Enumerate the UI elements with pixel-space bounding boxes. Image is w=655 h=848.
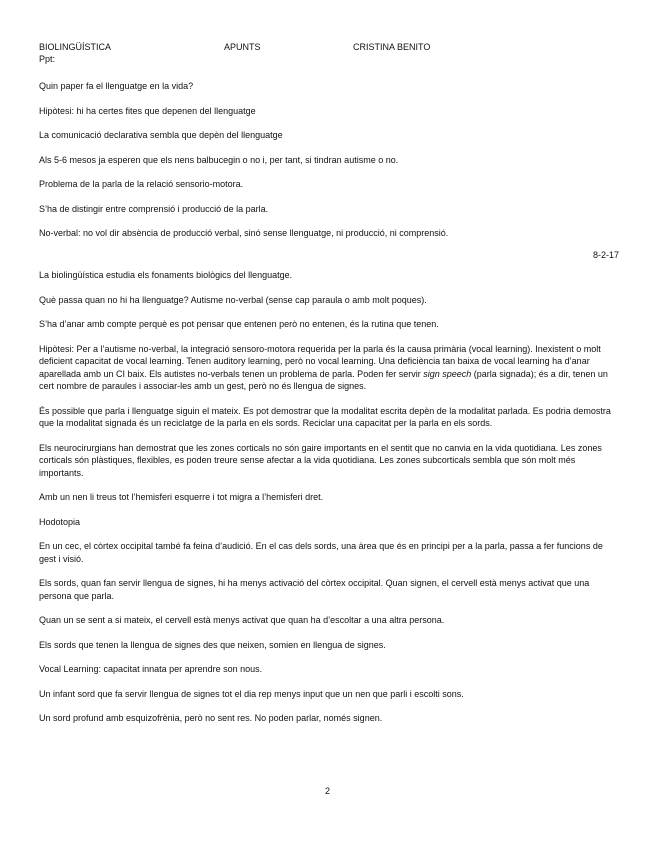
date-label: 8-2-17 xyxy=(592,249,619,260)
paragraph: Vocal Learning: capacitat innata per aprendre son nous. xyxy=(39,664,263,674)
document-body xyxy=(39,80,619,737)
paragraph: Un infant sord que fa servir llengua de signes tot el dia rep menys input que un nen que parli i escolti sons. xyxy=(39,688,464,699)
ppt-label: Ppt: xyxy=(39,54,56,64)
hypothesis-text-end: (parla signada); és a dir, tenen un cert nombre de paraules i associar-les amb un gest, però no és llengua de signes. xyxy=(39,368,608,391)
section-heading: Hodotopia xyxy=(39,516,81,527)
page-number: 2 xyxy=(324,786,330,796)
paragraph: La comunicació declarativa sembla que depèn del llenguatge xyxy=(39,130,283,140)
header-doc-type: APUNTS xyxy=(224,42,261,52)
header-author: CRISTINA BENITO xyxy=(353,42,431,52)
paragraph: Als 5-6 mesos ja esperen que els nens balbucegin o no i, per tant, si tindran autisme o no. xyxy=(39,154,399,165)
paragraph: Un sord profund amb esquizofrènia, però no sent res. No poden parlar, només signen. xyxy=(39,713,383,723)
paragraph: Què passa quan no hi ha llenguatge? Autisme no-verbal (sense cap paraula o amb molt poques). xyxy=(39,294,427,305)
paragraph: La biolingüística estudia els fonaments biològics del llenguatge. xyxy=(39,270,293,280)
paragraph: És possible que parla i llenguatge siguin el mateix. Es pot demostrar que la modalitat escrita depèn de la modalitat parlada. Es podria demostra que la modalitat signada és un reciclatge de la parla en els sords. Reciclar una capacitat per la parla en els sords. xyxy=(39,405,611,428)
paragraph: En un cec, el còrtex occipital també fa feina d’audició. En el cas dels sords, una àrea que és en principi per a la parla, passa a fer funcions de gest i visió. xyxy=(39,541,603,564)
paragraph: Quin paper fa el llenguatge en la vida? xyxy=(39,81,194,91)
paragraph: Problema de la parla de la relació sensorio-motora. xyxy=(39,179,244,189)
paragraph: Amb un nen li treus tot l’hemisferi esquerre i tot migra a l’hemisferi dret. xyxy=(39,492,324,502)
hypothesis-italic-term: sign speech xyxy=(423,368,472,379)
paragraph: Els sords, quan fan servir llengua de signes, hi ha menys activació del còrtex occipital. Quan signen, el cervell està menys activat que una persona que parla. xyxy=(39,578,590,601)
paragraph: S’ha de distingir entre comprensió i producció de la parla. xyxy=(39,203,269,214)
paragraph: No-verbal: no vol dir absència de producció verbal, sinó sense llenguatge, ni producció, ni comprensió. xyxy=(39,228,449,238)
hypothesis-paragraph xyxy=(39,343,619,393)
hypothesis-text-start: Hipòtesi: Per a l’autisme no-verbal, la integració sensoro-motora requerida per la parla és la causa primària (vocal learning). Inexistent o molt deficient capacitat de vocal learning. Tenen auditory learning, però no vocal learning. Una deficiència tan baixa de vocal learning ha d’anar aparellada amb un CI baix. Els autistes no-verbals tenen un problema de parla. Poden fer servir xyxy=(39,343,601,379)
paragraph: Els neurocirurgians han demostrat que les zones corticals no són gaire importants en el sentit que no canvia en la vida quotidiana. Les zones corticals són plàstiques, flexibles, es poden treure sense afectar a la vida quotidiana. Les zones subcorticals sembla que són molt més importants. xyxy=(39,442,602,478)
paragraph: Hipòtesi: hi ha certes fites que depenen del llenguatge xyxy=(39,105,256,116)
paragraph: Quan un se sent a si mateix, el cervell està menys activat que quan ha d’escoltar a una altra persona. xyxy=(39,615,445,625)
paragraph: S’ha d’anar amb compte perquè es pot pensar que entenen però no entenen, és la rutina que tenen. xyxy=(39,319,439,329)
header-subject: BIOLINGÜÍSTICA xyxy=(39,42,112,52)
paragraph: Els sords que tenen la llengua de signes des que neixen, somien en llengua de signes. xyxy=(39,639,386,650)
